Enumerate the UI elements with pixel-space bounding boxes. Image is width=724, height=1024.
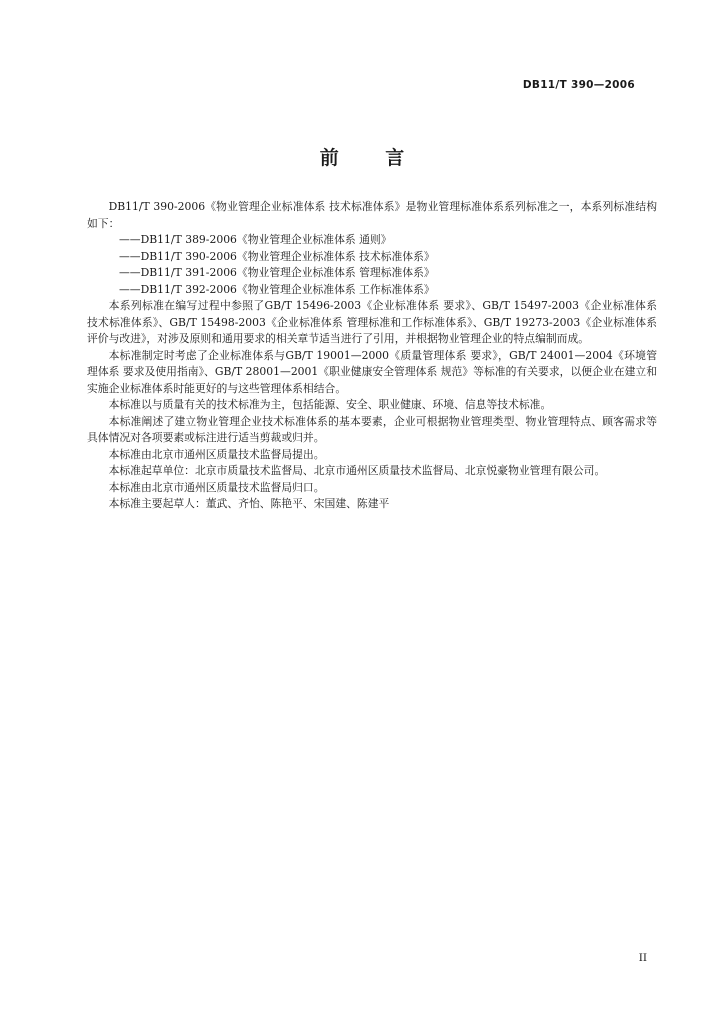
series-item: ——DB11/T 391-2006《物业管理企业标准体系 管理标准体系》 [119, 266, 435, 279]
page-title: 前 言 [319, 147, 425, 169]
series-item: ——DB11/T 389-2006《物业管理企业标准体系 通则》 [119, 233, 392, 246]
consideration-paragraph: 本标准制定时考虑了企业标准体系与GB/T 19001—2000《质量管理体系 要求》，GB/T 24001—2004《环境管理体系 要求及使用指南》、GB/T 28001—2001《职业健康安全管理体系 规范》等标准的有关要求，以便企业在建立和实施企业标准体系时能更好的与这些管理体系相结合。 [87, 348, 657, 395]
standard-code: DB11/T 390—2006 [522, 79, 635, 91]
proposer-paragraph: 本标准由北京市通州区质量技术监督局提出。 [108, 447, 325, 461]
intro-paragraph: DB11/T 390-2006《物业管理企业标准体系 技术标准体系》是物业管理标准体系系列标准之一，本系列标准结构如下： [87, 200, 657, 230]
drafters-paragraph: 本标准主要起草人：董武、齐怡、陈艳平、宋国建、陈建平 [108, 497, 390, 510]
series-item: ——DB11/T 390-2006《物业管理企业标准体系 技术标准体系》 [119, 249, 435, 263]
series-list [87, 232, 657, 298]
scope-paragraph: 本标准以与质量有关的技术标准为主，包括能源、安全、职业健康、环境、信息等技术标准。 [108, 398, 552, 411]
reference-paragraph: 本系列标准在编写过程中参照了GB/T 15496-2003《企业标准体系 要求》、GB/T 15497-2003《企业标准体系 技术标准体系》、GB/T 15498-2003《企业标准体系 管理标准和工作标准体系》、GB/T 19273-2003《企业标准体系 评价与改进》，对涉及原则和通用要求的相关章节适当进行了引用，并根据物业管理企业的特点编制而成。 [87, 299, 657, 345]
series-item: ——DB11/T 392-2006《物业管理企业标准体系 工作标准体系》 [119, 282, 435, 296]
page-number: II [638, 952, 647, 964]
elements-paragraph: 本标准阐述了建立物业管理企业技术标准体系的基本要素，企业可根据物业管理类型、物业管理特点、顾客需求等具体情况对各项要素或标注进行适当剪裁或归并。 [87, 414, 657, 444]
foreword-body [87, 199, 657, 513]
centralized-unit-paragraph: 本标准由北京市通州区质量技术监督局归口。 [108, 480, 325, 494]
drafting-units-paragraph: 本标准起草单位：北京市质量技术监督局、北京市通州区质量技术监督局、北京悦豪物业管理有限公司。 [108, 464, 606, 477]
